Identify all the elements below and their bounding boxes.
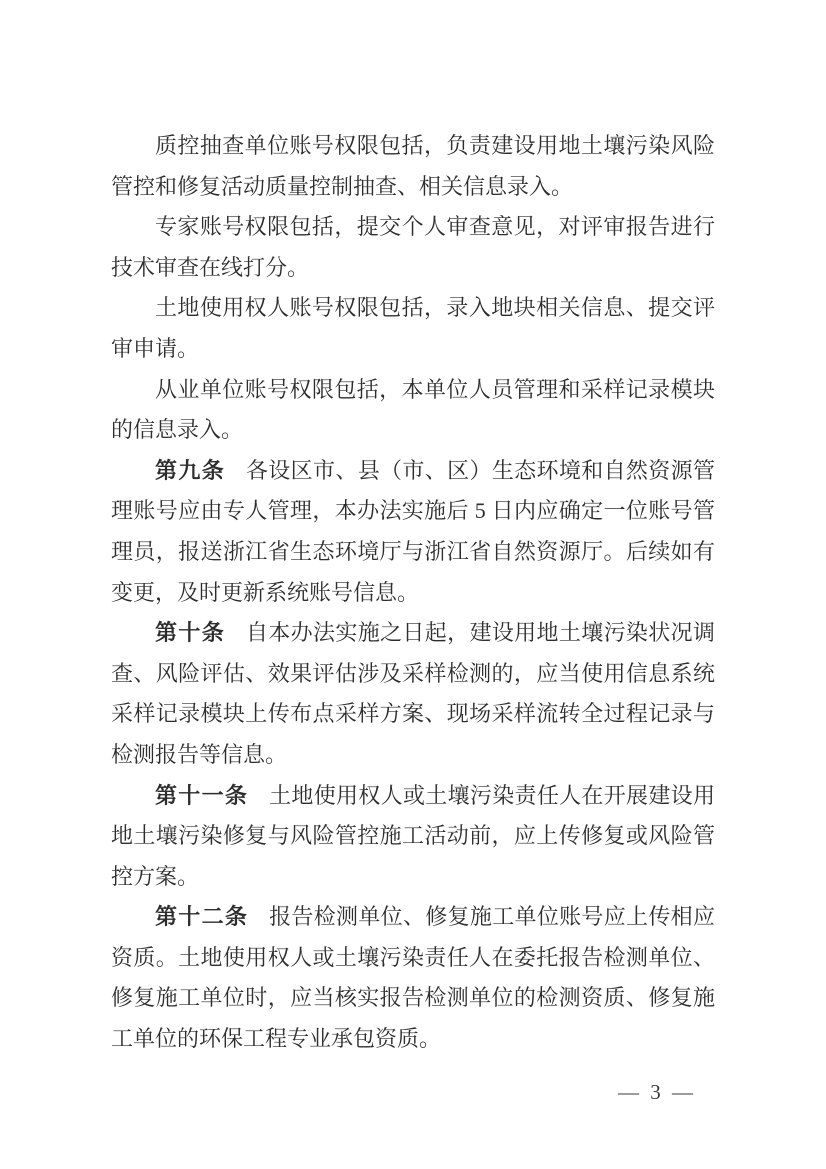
paragraph-article-10 <box>111 613 715 775</box>
article-number: 第九条 <box>155 457 226 483</box>
paragraph-account-landowner <box>111 288 715 369</box>
paragraph-text: 报告检测单位、修复施工单位账号应上传相应资质。土地使用权人或土壤污染责任人在委托报告检测单位、修复施工单位时，应当核实报告检测单位的检测资质、修复施工单位的环保工程专业承包资质。 <box>111 904 715 1052</box>
paragraph-account-expert <box>111 207 715 288</box>
paragraph-article-12 <box>111 897 715 1059</box>
article-number: 第十一条 <box>155 782 249 808</box>
page-number: — 3 — <box>618 1080 696 1104</box>
article-number: 第十二条 <box>155 904 249 930</box>
document-body <box>111 126 715 1060</box>
paragraph-text: 土地使用权人账号权限包括，录入地块相关信息、提交评审申请。 <box>111 295 715 361</box>
paragraph-account-qc <box>111 126 715 207</box>
paragraph-text: 从业单位账号权限包括，本单位人员管理和采样记录模块的信息录入。 <box>111 376 715 443</box>
paragraph-text: 专家账号权限包括，提交个人审查意见，对评审报告进行技术审查在线打分。 <box>111 214 715 280</box>
paragraph-account-practitioner <box>111 370 715 451</box>
paragraph-text: 自本办法实施之日起，建设用地土壤污染状况调查、风险评估、效果评估涉及采样检测的，应当使用信息系统采样记录模块上传布点采样方案、现场采样流转全过程记录与检测报告等信息。 <box>111 620 715 767</box>
paragraph-article-9 <box>111 451 715 613</box>
paragraph-text: 各设区市、县（市、区）生态环境和自然资源管理账号应由专人管理，本办法实施后 5 日内应确定一位账号管理员，报送浙江省生态环境厅与浙江省自然资源厅。后续如有变更，及时更新系统账号信息。 <box>111 457 715 605</box>
paragraph-text: 质控抽查单位账号权限包括，负责建设用地土壤污染风险管控和修复活动质量控制抽查、相关信息录入。 <box>111 133 715 199</box>
article-number: 第十条 <box>155 620 226 646</box>
paragraph-text: 土地使用权人或土壤污染责任人在开展建设用地土壤污染修复与风险管控施工活动前，应上传修复或风险管控方案。 <box>111 782 715 889</box>
paragraph-article-11 <box>111 776 715 898</box>
